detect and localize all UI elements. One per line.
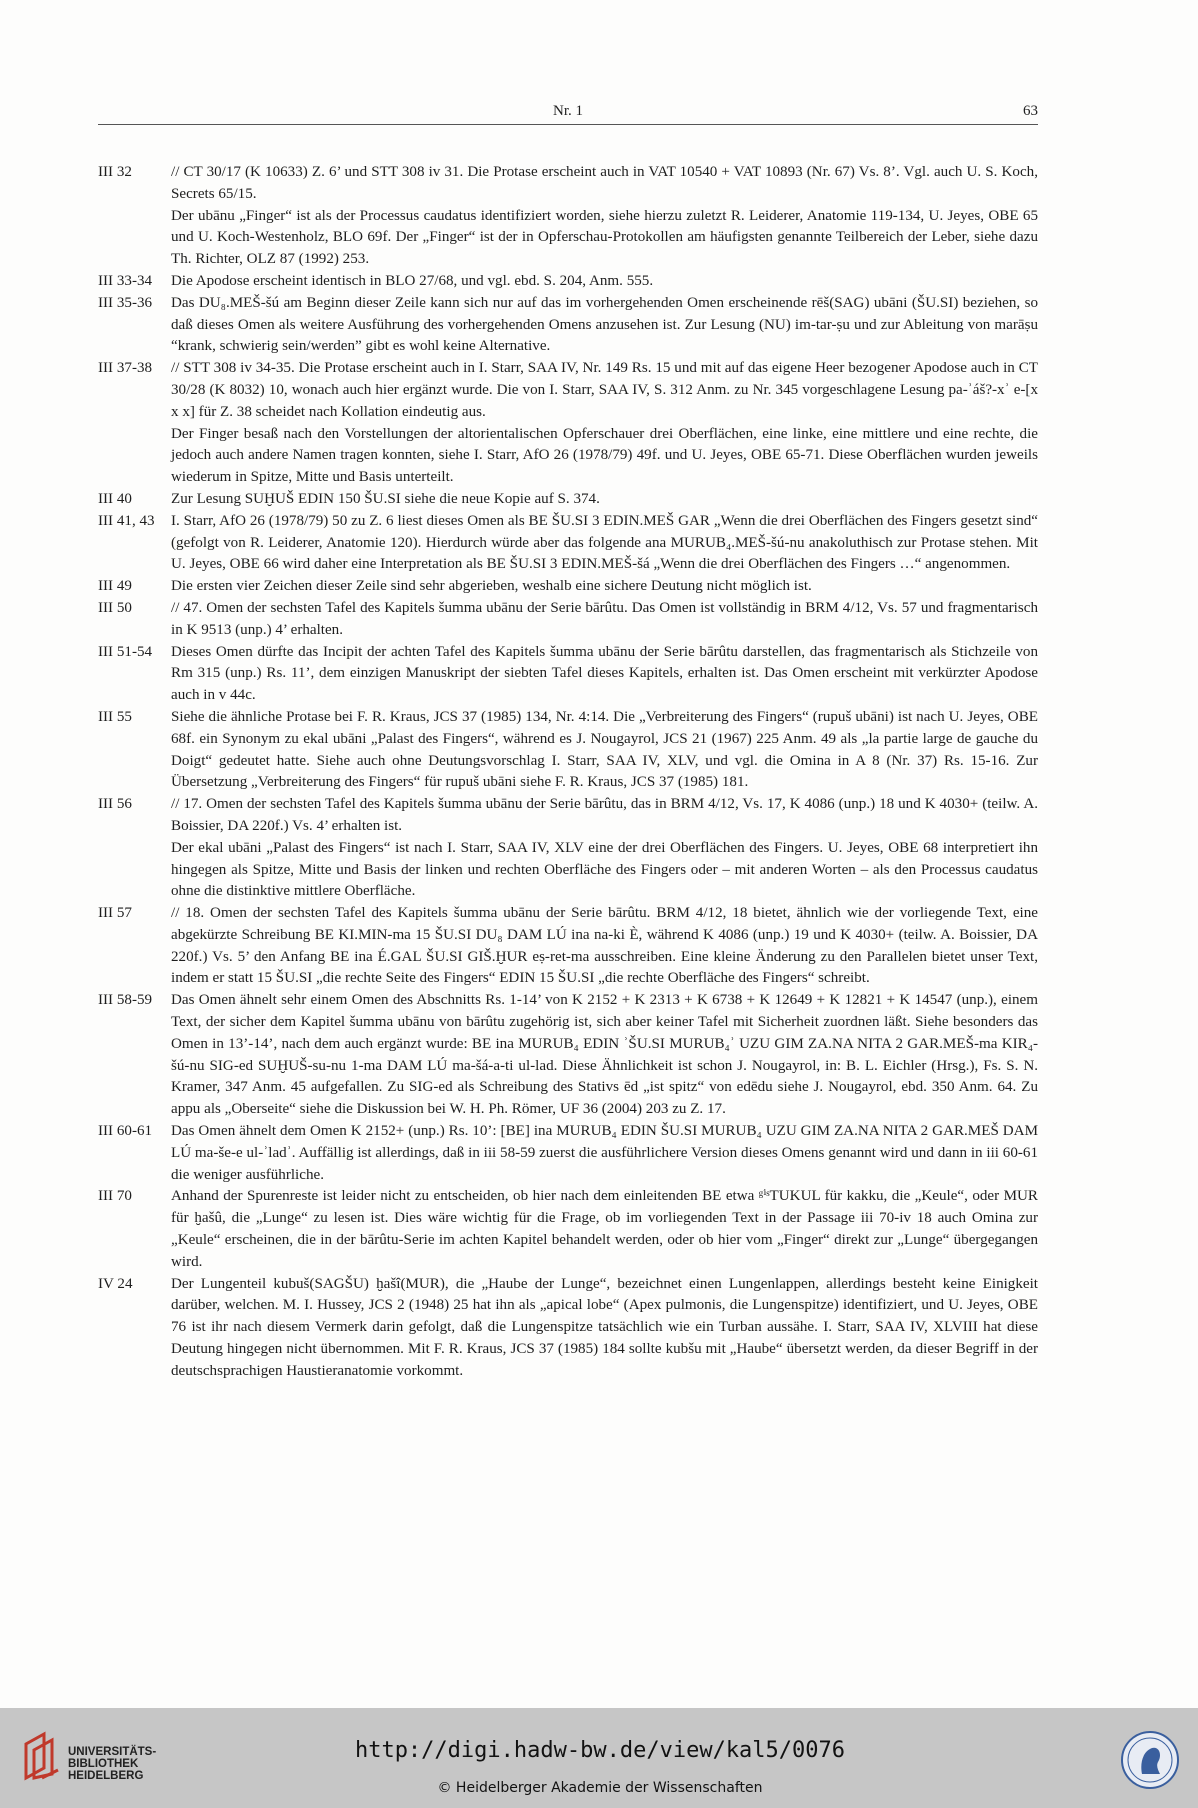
entry-paragraph: // STT 308 iv 34-35. Die Protase erscheint auch in I. Starr, SAA IV, Nr. 149 Rs. 15 und mit auf das eigene Heer bezogener Apodose auch in CT 30/28 (K 8032) 10, wonach auch hier ergänzt wurde. Die von I. Starr, SAA IV, S. 312 Anm. zu Nr. 345 vorgeschlagene Lesung pa-ʾáš?-xʾ e-[x x x] für Z. 38 scheidet nach Kollation eindeutig aus. [171,360,1038,420]
line-reference: III 40 [98,490,132,507]
header-title: Nr. 1 [553,103,583,119]
entry-text [171,358,1038,489]
commentary-entry [98,642,1038,707]
entry-paragraph: // 18. Omen der sechsten Tafel des Kapitels šumma ubānu der Serie bārûtu. BRM 4/12, 18 bietet, ähnlich wie der vorliegende Text, eine abgekürzte Schreibung BE KI.MIN-ma 15 ŠU.SI DU₈ DAM LÚ ina na-ki È, während K 4086 (unp.) 19 und K 4030+ (teilw. A. Boissier, DA 220f.) Vs. 5’ den Anfang BE ina É.GAL ŠU.SI GIŠ.ḪUR eṣ-ret-ma ausschreiben. Eine kleine Änderung zu den Parallelen bietet unser Text, indem er statt 15 ŠU.SI „die rechte Seite des Fingers“ EDIN 15 ŠU.SI „die rechte Oberfläche des Fingers“ schreibt. [171,905,1038,987]
entry-text [171,489,1038,511]
commentary-entry [98,1274,1038,1383]
line-reference: III 32 [98,164,132,180]
entry-paragraph: Anhand der Spurenreste ist leider nicht zu entscheiden, ob hier nach dem einleitenden BE etwa ᵍⁱˢTUKUL für kakku, die „Keule“, oder MUR für ḫašû, die „Lunge“ zu lesen ist. Dies wäre wichtig für die Frage, ob im vorliegenden Text in der Passage iii 70-iv 18 auch Omina zur „Keule“ erscheinen, die in der bārûtu-Serie im achten Kapitel behandelt werden, oder ob hier vom „Finger“ direkt zur „Lunge“ übergegangen wird. [171,1188,1038,1270]
commentary-entry [98,271,1038,293]
entry-paragraph: Der Finger besaß nach den Vorstellungen der altorientalischen Opferschauer drei Oberflächen, eine linke, eine mittlere und eine rechte, die jedoch auch andere Namen tragen konnten, siehe I. Starr, AfO 26 (1978/79) 49f. und U. Jeyes, OBE 65-71. Diese Oberflächen wurden jeweils wiederum in Spitze, Mitte und Basis unterteilt. [171,425,1038,486]
commentary-entry [98,358,1038,489]
line-reference: III 37-38 [98,360,153,377]
library-name-line: BIBLIOTHEK [68,1758,139,1770]
commentary-entry [98,794,1038,903]
running-header [98,103,1038,123]
entry-text [171,642,1038,707]
entry-text [171,990,1038,1121]
line-reference: III 57 [98,905,132,922]
commentary-entry [98,903,1038,990]
entry-paragraph: // 17. Omen der sechsten Tafel des Kapitels šumma ubānu der Serie bārûtu, das in BRM 4/12, Vs. 17, K 4086 (unp.) 18 und K 4030+ (teilw. A. Boissier, DA 220f.) Vs. 4’ erhalten ist. [171,796,1038,834]
entry-text [171,511,1038,576]
line-reference: III 60-61 [98,1123,153,1140]
page-number: 63 [1023,103,1038,119]
commentary-entry [98,162,1038,271]
line-reference: III 33-34 [98,272,153,289]
commentary-entry [98,293,1038,358]
line-reference: III 55 [98,708,132,725]
entry-text [171,1121,1038,1186]
commentary-entry [98,707,1038,794]
line-reference: III 41, 43 [98,512,155,529]
line-reference: III 50 [98,599,132,616]
commentary-entry [98,990,1038,1121]
entry-paragraph: Siehe die ähnliche Protase bei F. R. Kraus, JCS 37 (1985) 134, Nr. 4:14. Die „Verbreiterung des Fingers“ (rupuš ubāni) ist nach U. Jeyes, OBE 68f. ein Synonym zu ekal ubāni „Palast des Fingers“, während es J. Nougayrol, JCS 21 (1967) 225 Anm. 49 als „la partie large de gauche du Doigt“ gedeutet hatte. Siehe auch ohne Deutungsvorschlag I. Starr, SAA IV, XLV, und vgl. die Omina in A 8 (Nr. 37) Rs. 15-16. Zur Übersetzung „Verbreiterung des Fingers“ für rupuš ubāni siehe F. R. Kraus, JCS 37 (1985) 181. [171,708,1038,791]
line-reference: III 51-54 [98,643,153,660]
entry-paragraph: Der ubānu „Finger“ ist als der Processus caudatus identifiziert worden, siehe hierzu zuletzt R. Leiderer, Anatomie 119-134, U. Jeyes, OBE 65 und U. Koch-Westenholz, BLO 69f. Der „Finger“ ist der in Opferschau-Protokollen am häufigsten genannte Teilbereich der Leber, siehe dazu Th. Richter, OLZ 87 (1992) 253. [171,207,1038,268]
entry-text [171,271,1038,293]
copyright-notice: © Heidelberger Akademie der Wissenschaften [437,1780,763,1796]
entry-text [171,598,1038,642]
entry-paragraph: Der Lungenteil kubuš(SAGŠU) ḫašî(MUR), die „Haube der Lunge“, bezeichnet einen Lungenlappen, allerdings besteht keine Einigkeit darüber, welchen. M. I. Hussey, JCS 2 (1948) 25 hat ihn als „apical lobe“ (Apex pulmonis, die Lungenspitze) identifiziert, und U. Jeyes, OBE 76 ist ihr nach diesem Vermerk darin gefolgt, daß die Lungenspitze tatsächlich wie ein Turban aussähe. I. Starr, SAA IV, XLVIII hat diese Deutung hingegen nicht übernommen. Mit F. R. Kraus, JCS 37 (1985) 184 sollte kubšu mit „Haube“ übersetzt werden, da dieser Begriff in der deutschsprachigen Haustieranatomie vorkommt. [171,1275,1038,1379]
entry-paragraph: Das Omen ähnelt dem Omen K 2152+ (unp.) Rs. 10’: [BE] ina MURUB₄ EDIN ŠU.SI MURUB₄ UZU GIM ZA.NA NITA 2 GAR.MEŠ DAM LÚ ma-še-e ul-ʾladʾ. Auffällig ist allerdings, daß in iii 58-59 zuerst die ausführlichere Version dieses Omens genannt wird und dann in iii 60-61 die weniger ausführliche. [171,1123,1038,1183]
entry-paragraph: Die Apodose erscheint identisch in BLO 27/68, und vgl. ebd. S. 204, Anm. 555. [171,272,654,289]
line-reference: III 58-59 [98,992,153,1009]
library-name [68,1746,188,1782]
entry-text [171,576,1038,598]
entry-paragraph: Der ekal ubāni „Palast des Fingers“ ist nach I. Starr, SAA IV, XLV eine der drei Oberflächen des Fingers. U. Jeyes, OBE 68 interpretiert ihn hingegen als Spitze, Mitte und Basis der linken und rechten Oberfläche des Fingers oder – mit anderen Worten – als den Processus caudatus ohne die distinktive mittlere Oberfläche. [171,839,1038,900]
footer-band [0,1708,1198,1808]
entry-text [171,903,1038,990]
commentary-entry [98,489,1038,511]
line-reference: III 35-36 [98,294,153,311]
library-name-line: UNIVERSITÄTS- [68,1746,157,1758]
commentary-entry [98,598,1038,642]
entry-paragraph: I. Starr, AfO 26 (1978/79) 50 zu Z. 6 liest dieses Omen als BE ŠU.SI 3 EDIN.MEŠ GAR „Wenn die drei Oberflächen des Fingers gesetzt sind“ (gefolgt von R. Leiderer, Anatomie 120). Hierdurch würde aber das folgende ana MURUB₄.MEŠ-šú-nu anakoluthisch zur Protase stehen. Mit U. Jeyes, OBE 66 wird daher eine Interpretation als BE ŠU.SI 3 EDIN.MEŠ-šá „Wenn die drei Oberflächen des Fingers …“ angenommen. [171,512,1038,573]
entry-paragraph: Dieses Omen dürfte das Incipit der achten Tafel des Kapitels šumma ubānu der Serie bārûtu darstellen, das fragmentarisch als Stichzeile von Rm 315 (unp.) Rs. 11’, dem einzigen Manuskript der siebten Tafel dieses Kapitels, erhalten ist. Das Omen erscheint mit verkürzter Apodose auch in v 44c. [171,643,1038,704]
header-rule [98,124,1038,125]
library-logo-icon [22,1730,62,1782]
library-name-line: HEIDELBERG [68,1770,144,1782]
entry-text [171,293,1038,358]
entry-text [171,162,1038,271]
line-reference: IV 24 [98,1275,133,1292]
entry-paragraph: // 47. Omen der sechsten Tafel des Kapitels šumma ubānu der Serie bārûtu. Das Omen ist vollständig in BRM 4/12, Vs. 57 und fragmentarisch in K 9513 (unp.) 4’ erhalten. [171,599,1038,638]
commentary-entry [98,511,1038,576]
entry-paragraph: // CT 30/17 (K 10633) Z. 6’ und STT 308 iv 31. Die Protase erscheint auch in VAT 10540 + VAT 10893 (Nr. 67) Vs. 8’. Vgl. auch U. S. Koch, Secrets 65/15. [171,164,1038,202]
entry-paragraph: Das Omen ähnelt sehr einem Omen des Abschnitts Rs. 1-14’ von K 2152 + K 2313 + K 6738 + K 12649 + K 12821 + K 14547 (unp.), einem Text, der sicher dem Kapitel šumma ubānu von bārûtu zugehörig ist, sich aber keiner Tafel mit Sicherheit zuordnen läßt. Siehe besonders das Omen in 13’-14’, nach dem auch ergänzt wurde: BE ina MURUB₄ EDIN ʾŠU.SI MURUB₄ʾ UZU GIM ZA.NA NITA 2 GAR.MEŠ-ma KIR₄-šú-nu SIG-ed SUḪUŠ-su-nu 1-ma DAM LÚ ma-šá-a-ti ul-lad. Diese Ähnlichkeit ist schon J. Nougayrol, in: B. L. Eichler (Hrsg.), Fs. S. N. Kramer, 347 Anm. 45 aufgefallen. Zu SIG-ed als Schreibung des Stativs ēd „ist spitz“ von edēdu siehe J. Nougayrol, ebd. 350 Anm. 64. Zu appu als „Oberseite“ siehe die Diskussion bei W. H. Ph. Römer, UF 36 (2004) 203 zu Z. 17. [171,992,1038,1118]
entry-paragraph: Zur Lesung SUḪUŠ EDIN 150 ŠU.SI siehe die neue Kopie auf S. 374. [171,490,600,507]
line-reference: III 70 [98,1188,132,1205]
entry-paragraph: Das DU₈.MEŠ-šú am Beginn dieser Zeile kann sich nur auf das im vorhergehenden Omen erscheinende rēš(SAG) ubāni (ŠU.SI) beziehen, so daß dieses Omen als weitere Ausführung des vorhergehenden Omens anzusehen ist. Zur Lesung (NU) im-tar-ṣu und zur Ableitung von marāṣu “krank, schwierig sein/werden” gibt es wohl keine Alternative. [171,294,1038,355]
entry-paragraph: Die ersten vier Zeichen dieser Zeile sind sehr abgerieben, weshalb eine sichere Deutung nicht möglich ist. [171,578,812,595]
entry-text [171,707,1038,794]
commentary-entry [98,576,1038,598]
line-reference: III 56 [98,796,132,813]
line-reference: III 49 [98,578,132,595]
commentary-entry [98,1186,1038,1273]
commentary-entry [98,1121,1038,1186]
permalink-url[interactable]: http://digi.hadw-bw.de/view/kal5/0076 [354,1738,846,1763]
academy-seal-icon [1120,1730,1180,1790]
entry-text [171,1274,1038,1383]
entry-text [171,794,1038,903]
entry-text [171,1186,1038,1273]
commentary-entries [98,162,1038,1383]
